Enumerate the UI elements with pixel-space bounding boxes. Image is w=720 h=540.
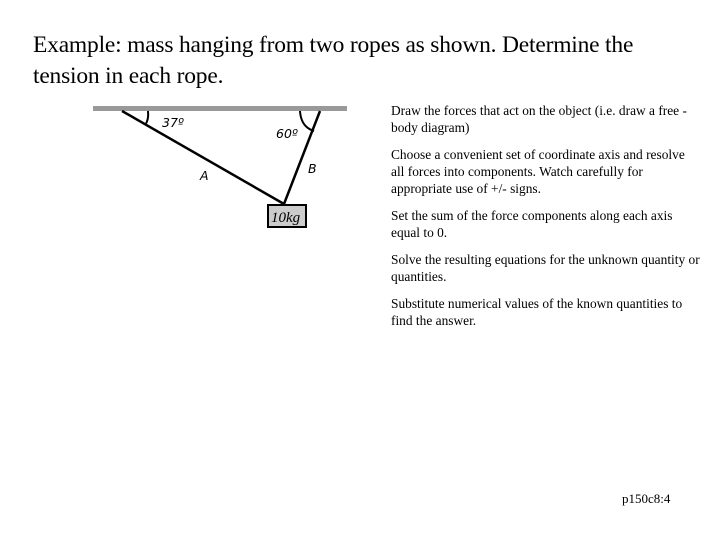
rope-b (284, 111, 320, 204)
step-4: Solve the resulting equations for the unknown quantity or quantities. (391, 252, 700, 284)
rope-b-label: B (308, 161, 317, 176)
step-5: Substitute numerical values of the known quantities to find the answer. (391, 296, 683, 328)
slide-footer: p150c8:4 (622, 491, 671, 506)
rope-a (122, 111, 284, 204)
angle-right-label: 60º (276, 126, 298, 141)
solution-steps (391, 102, 701, 339)
step-1: Draw the forces that act on the object (i.e. draw a free -body diagram) (391, 103, 687, 135)
mass-label: 10kg (271, 210, 301, 226)
angle-left-label: 37º (162, 115, 184, 130)
rope-a-label: A (200, 168, 209, 183)
angle-arc-right (300, 111, 314, 131)
step-3: Set the sum of the force components along each axis equal to 0. (391, 208, 673, 240)
ceiling (93, 106, 347, 111)
step-2: Choose a convenient set of coordinate axis and resolve all forces into components. Watch carefully for appropriate use of +/- signs. (391, 147, 685, 196)
angle-arc-left (145, 111, 148, 125)
slide-title: Example: mass hanging from two ropes as shown. Determine the tension in each rope. (33, 32, 634, 89)
